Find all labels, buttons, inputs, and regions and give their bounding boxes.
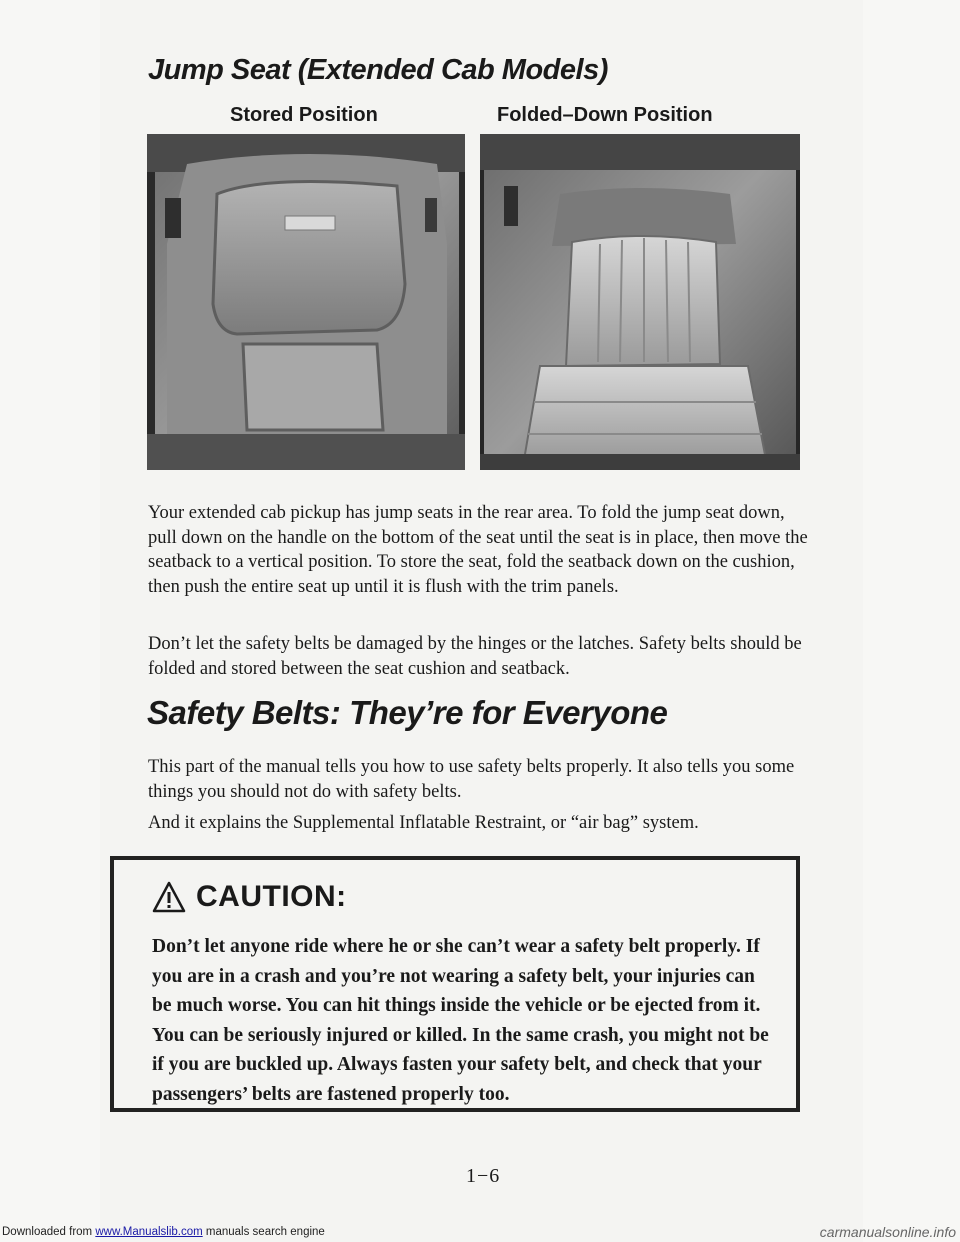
caption-stored-position: Stored Position: [230, 104, 378, 126]
download-footer: [2, 1226, 325, 1238]
page-number: 1−6: [466, 1165, 501, 1187]
jump-seat-instructions: Your extended cab pickup has jump seats in the rear area. To fold the jump seat down, pull down on the handle on the bottom of the seat until the seat is in place, then move the seatback to a vertical position. To store the seat, fold the seatback down on the cushion, then push the entire seat up until it is flush with the trim panels.: [148, 503, 808, 597]
caution-text: Don’t let anyone ride where he or she can’t wear a safety belt properly. If you are in a crash and you’re not wearing a safety belt, your injuries can be much worse. You can hit things inside the vehicle or be ejected from it. You can be seriously injured or killed. In the same crash, you might not be if you are buckled up. Always fasten your safety belt, and check that your passengers’ belts are fastened properly too.: [152, 936, 769, 1105]
photo-folded-down-jump-seat: [480, 134, 800, 470]
caution-label: CAUTION:: [196, 880, 347, 913]
photo-stored-jump-seat: [147, 134, 465, 470]
footer-suffix: manuals search engine: [202, 1226, 325, 1238]
caution-header: [152, 880, 347, 914]
warning-triangle-icon: [152, 881, 186, 913]
section-title: Jump Seat (Extended Cab Models): [148, 54, 608, 86]
watermark: carmanualsonline.info: [819, 1224, 956, 1240]
caption-folded-down-position: Folded–Down Position: [497, 104, 713, 126]
footer-prefix: Downloaded from: [2, 1226, 96, 1238]
safety-belts-heading: Safety Belts: They’re for Everyone: [147, 694, 668, 731]
air-bag-intro: And it explains the Supplemental Inflatable Restraint, or “air bag” system.: [148, 813, 699, 833]
caution-box: [110, 856, 800, 1112]
manual-part-intro: This part of the manual tells you how to use safety belts properly. It also tells you some things you should not do with safety belts.: [148, 757, 795, 802]
manualslib-link[interactable]: www.Manualslib.com: [95, 1226, 203, 1238]
safety-belt-storage-note: Don’t let the safety belts be damaged by the hinges or the latches. Safety belts should be folded and stored between the seat cushion and seatback.: [148, 634, 802, 679]
